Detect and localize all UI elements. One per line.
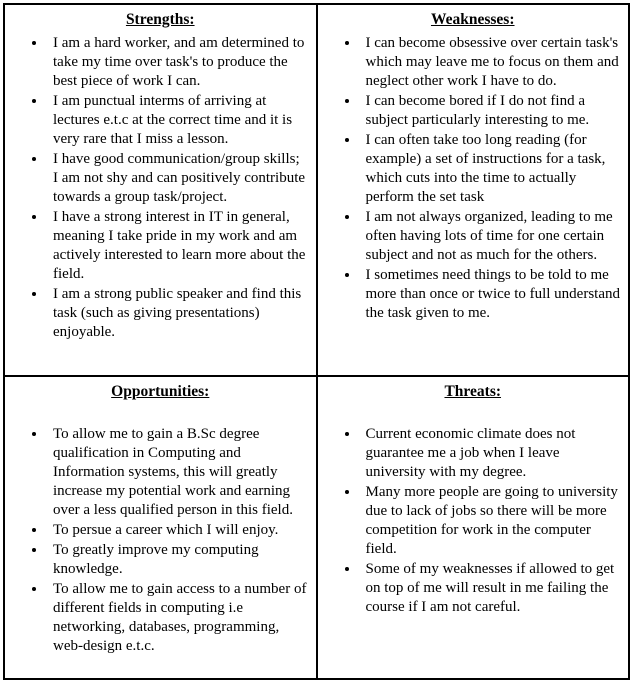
bullet-item: • To allow me to gain access to a number of different fields in computing i.e networking, databases, programming, web-design e.t.c. xyxy=(47,580,308,656)
bullet-item: • I sometimes need things to be told to me more than once or twice to full understand the task given to me. xyxy=(360,266,621,323)
bullet-item: • I am punctual interms of arriving at lectures e.t.c at the correct time and it is very rare that I miss a lesson. xyxy=(47,92,308,149)
bullet-item: • I can become bored if I do not find a subject particularly interesting to me. xyxy=(360,92,621,130)
opportunities-list xyxy=(13,425,308,656)
bullet-item: • I am not always organized, leading to me often having lots of time for one certain subject and not as much for the others. xyxy=(360,208,621,265)
bullet-item: • I am a strong public speaker and find this task (such as giving presentations) enjoyable. xyxy=(47,285,308,342)
bullet-item: • I have good communication/group skills; I am not shy and can positively contribute towards a group task/project. xyxy=(47,150,308,207)
opportunities-cell xyxy=(4,376,317,679)
weaknesses-list xyxy=(326,34,621,323)
bullet-item: • I have a strong interest in IT in general, meaning I take pride in my work and am actively interested to learn more about the field. xyxy=(47,208,308,284)
swot-table xyxy=(3,3,630,680)
bullet-item: • I can become obsessive over certain task's which may leave me to focus on them and neglect other work I have to do. xyxy=(360,34,621,91)
threats-list xyxy=(326,425,621,617)
threats-cell xyxy=(317,376,630,679)
opportunities-title: Opportunities: xyxy=(111,383,210,400)
bullet-item: • I can often take too long reading (for example) a set of instructions for a task, which cuts into the time to actually perform the set task xyxy=(360,131,621,207)
strengths-title: Strengths: xyxy=(125,11,195,28)
bullet-item: • Current economic climate does not guarantee me a job when I leave university with my degree. xyxy=(360,425,621,482)
bullet-item: • To allow me to gain a B.Sc degree qualification in Computing and Information systems, this will greatly increase my potential work and earning over a less qualified person in this field. xyxy=(47,425,308,520)
bullet-item: • I am a hard worker, and am determined to take my time over task's to produce the best piece of work I can. xyxy=(47,34,308,91)
weaknesses-title: Weaknesses: xyxy=(430,11,515,28)
threats-title: Threats: xyxy=(444,383,502,400)
bullet-item: • To persue a career which I will enjoy. xyxy=(47,521,308,540)
strengths-list xyxy=(13,34,308,342)
bullet-item: • Some of my weaknesses if allowed to get on top of me will result in me failing the course if I am not careful. xyxy=(360,560,621,617)
weaknesses-cell xyxy=(317,4,630,376)
swot-row-top xyxy=(4,4,629,376)
swot-row-bottom xyxy=(4,376,629,679)
strengths-cell xyxy=(4,4,317,376)
bullet-item: • To greatly improve my computing knowledge. xyxy=(47,541,308,579)
bullet-item: • Many more people are going to university due to lack of jobs so there will be more competition for work in the computer field. xyxy=(360,483,621,559)
